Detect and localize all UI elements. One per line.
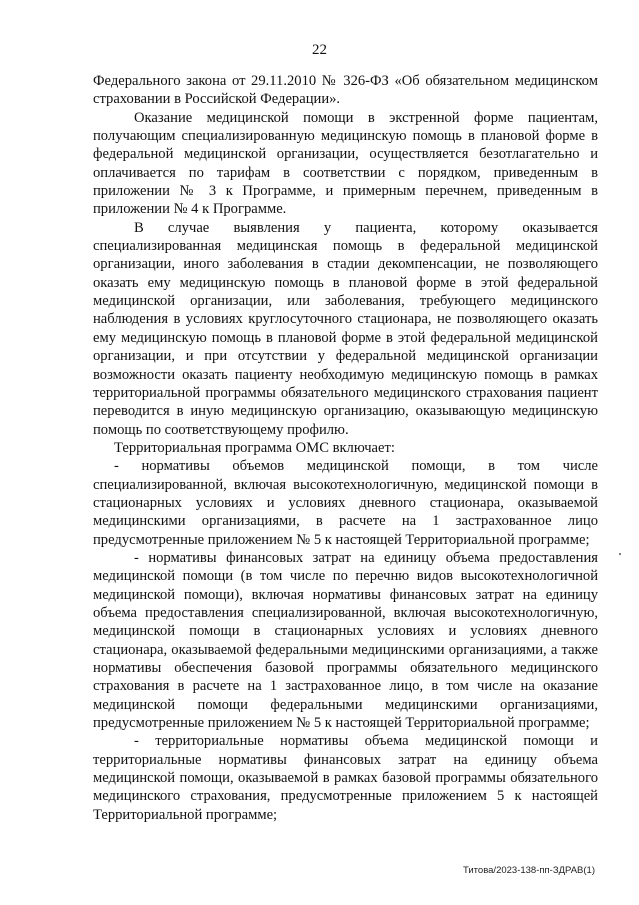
page-number: 22 — [312, 42, 327, 58]
paragraph-law-reference: Федерального закона от 29.11.2010 № 326-ФЗ «Об обязательном медицинском страховании в Российской Федерации». — [93, 73, 598, 108]
list-item-financial-norms: - нормативы финансовых затрат на единицу объема предоставления медицинской помощи (в том числе по перечню видов высокотехнологичной медицинской помощи), включая нормативы финансовых затрат на единицу объема предоставления специализированной, включая высокотехнологичную, медицинской помощи в стационарных условиях и условиях дневного стационара, оказываемой федеральными медицинскими организациями, а также нормативы обеспечения базовой программы обязательного медицинского страхования в расчете на 1 застрахованное лицо, в том числе на оказание медицинской помощи федеральными медицинскими организациями, предусмотренные приложением № 5 к настоящей Территориальной программе; — [93, 549, 598, 732]
paragraph-program-includes: Территориальная программа ОМС включает: — [114, 439, 395, 456]
footer-document-code: Титова/2023-138-пп-ЗДРАВ(1) — [462, 865, 595, 876]
list-item-volume-norms: - нормативы объемов медицинской помощи, в том числе специализированной, включая высокотехнологичную, медицинской помощи в стационарных условиях и условиях дневного стационара, оказываемой медицинскими организациями, в расчете на 1 застрахованное лицо предусмотренные приложением № 5 к настоящей Территориальной программе; — [93, 458, 598, 548]
paragraph-patient-transfer: В случае выявления у пациента, которому оказывается специализированная медицинская помощь в федеральной медицинской организации, иного заболевания в стадии декомпенсации, не позволяющего оказать ему медицинскую помощь в плановой форме в этой федеральной медицинской организации, или заболевания, требующего медицинского наблюдения в условиях круглосуточного стационара, не позволяющего оказать ему медицинскую помощь в плановой форме в этой федеральной медицинской организации, и при отсутствии у федеральной медицинской организации возможности оказать пациенту необходимую медицинскую помощь в рамках территориальной программы обязательного медицинского страхования пациент переводится в иную медицинскую организацию, оказывающую медицинскую помощь по соответствующему профилю. — [93, 219, 598, 438]
paragraph-emergency-care: Оказание медицинской помощи в экстренной форме пациентам, получающим специализированную медицинскую помощь в плановой форме в федеральной медицинской организации, осуществляется безотлагательно и оплачивается по тарифам в соответствии с порядком, приведенным в приложении № 3 к Программе, и примерным перечнем, приведенным в приложении № 4 к Программе. — [93, 109, 598, 218]
list-item-territorial-norms: - территориальные нормативы объема медицинской помощи и территориальные нормативы финансовых затрат на единицу объема медицинской помощи, оказываемой в рамках базовой программы обязательного медицинского страхования, предусмотренные приложением 5 к настоящей Территориальной программе; — [93, 733, 598, 823]
document-body — [93, 72, 598, 824]
scan-speck — [619, 553, 621, 555]
